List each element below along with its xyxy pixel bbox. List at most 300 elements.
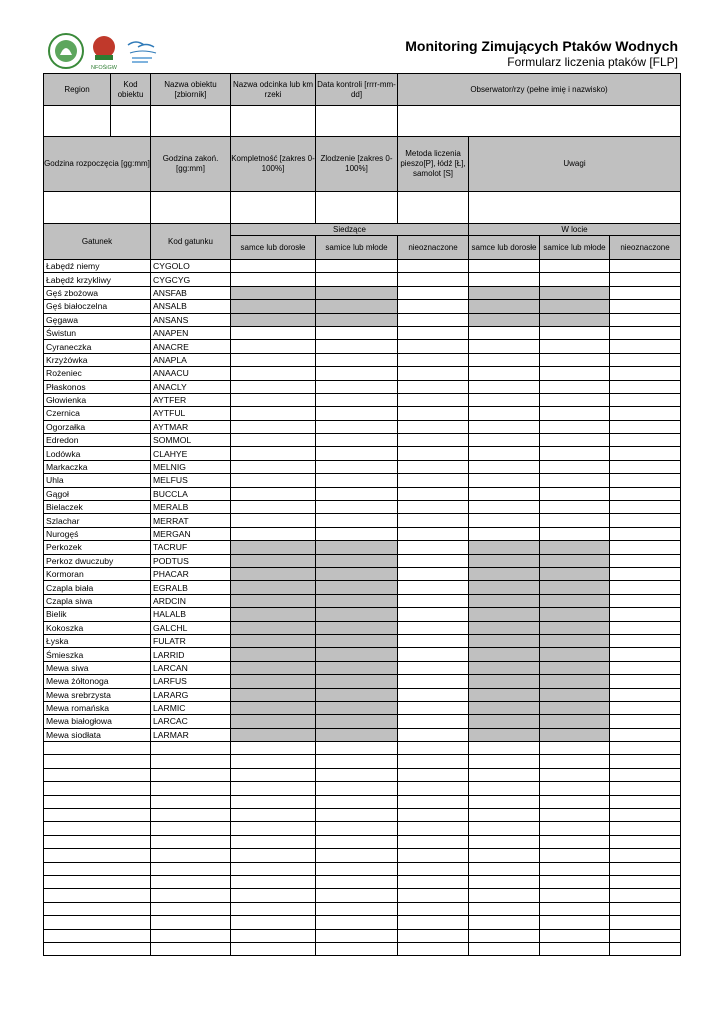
count-cell[interactable] bbox=[540, 460, 610, 473]
count-cell[interactable] bbox=[540, 300, 610, 313]
count-cell[interactable] bbox=[231, 849, 316, 862]
species-name-field[interactable] bbox=[44, 835, 151, 848]
count-cell[interactable] bbox=[231, 875, 316, 888]
count-cell[interactable] bbox=[316, 661, 398, 674]
species-name-field[interactable] bbox=[44, 768, 151, 781]
count-cell[interactable] bbox=[398, 420, 469, 433]
count-cell[interactable] bbox=[316, 688, 398, 701]
species-name-field[interactable] bbox=[44, 782, 151, 795]
count-cell[interactable] bbox=[316, 554, 398, 567]
count-cell[interactable] bbox=[610, 407, 681, 420]
count-cell[interactable] bbox=[540, 742, 610, 755]
count-cell[interactable] bbox=[540, 675, 610, 688]
count-cell[interactable] bbox=[316, 768, 398, 781]
count-cell[interactable] bbox=[316, 634, 398, 647]
count-cell[interactable] bbox=[231, 313, 316, 326]
count-cell[interactable] bbox=[469, 701, 540, 714]
count-cell[interactable] bbox=[398, 608, 469, 621]
count-cell[interactable] bbox=[231, 393, 316, 406]
count-cell[interactable] bbox=[398, 728, 469, 741]
count-cell[interactable] bbox=[231, 728, 316, 741]
count-cell[interactable] bbox=[231, 353, 316, 366]
count-cell[interactable] bbox=[540, 916, 610, 929]
count-cell[interactable] bbox=[231, 447, 316, 460]
count-cell[interactable] bbox=[231, 768, 316, 781]
count-cell[interactable] bbox=[231, 782, 316, 795]
count-cell[interactable] bbox=[469, 742, 540, 755]
count-cell[interactable] bbox=[398, 875, 469, 888]
count-cell[interactable] bbox=[398, 474, 469, 487]
count-cell[interactable] bbox=[469, 567, 540, 580]
count-cell[interactable] bbox=[469, 648, 540, 661]
species-code-field[interactable] bbox=[151, 889, 231, 902]
count-cell[interactable] bbox=[316, 286, 398, 299]
count-cell[interactable] bbox=[540, 768, 610, 781]
count-cell[interactable] bbox=[610, 809, 681, 822]
count-cell[interactable] bbox=[398, 501, 469, 514]
count-cell[interactable] bbox=[469, 782, 540, 795]
count-cell[interactable] bbox=[316, 514, 398, 527]
count-cell[interactable] bbox=[610, 688, 681, 701]
count-cell[interactable] bbox=[469, 916, 540, 929]
count-cell[interactable] bbox=[231, 889, 316, 902]
count-cell[interactable] bbox=[540, 795, 610, 808]
count-cell[interactable] bbox=[231, 755, 316, 768]
count-cell[interactable] bbox=[231, 514, 316, 527]
count-cell[interactable] bbox=[231, 742, 316, 755]
count-cell[interactable] bbox=[316, 902, 398, 915]
count-cell[interactable] bbox=[469, 768, 540, 781]
count-cell[interactable] bbox=[610, 541, 681, 554]
count-cell[interactable] bbox=[540, 862, 610, 875]
count-cell[interactable] bbox=[316, 260, 398, 273]
count-cell[interactable] bbox=[231, 634, 316, 647]
count-cell[interactable] bbox=[316, 501, 398, 514]
count-cell[interactable] bbox=[398, 862, 469, 875]
count-cell[interactable] bbox=[610, 782, 681, 795]
count-cell[interactable] bbox=[469, 514, 540, 527]
count-cell[interactable] bbox=[610, 527, 681, 540]
count-cell[interactable] bbox=[469, 661, 540, 674]
count-cell[interactable] bbox=[231, 260, 316, 273]
count-cell[interactable] bbox=[540, 875, 610, 888]
ice-cover-field[interactable] bbox=[316, 192, 398, 224]
count-cell[interactable] bbox=[540, 260, 610, 273]
count-cell[interactable] bbox=[540, 367, 610, 380]
species-code-field[interactable] bbox=[151, 835, 231, 848]
count-cell[interactable] bbox=[231, 541, 316, 554]
count-cell[interactable] bbox=[316, 313, 398, 326]
count-cell[interactable] bbox=[398, 567, 469, 580]
count-cell[interactable] bbox=[469, 380, 540, 393]
count-cell[interactable] bbox=[540, 420, 610, 433]
count-cell[interactable] bbox=[540, 273, 610, 286]
count-cell[interactable] bbox=[540, 648, 610, 661]
count-cell[interactable] bbox=[231, 809, 316, 822]
observers-field[interactable] bbox=[398, 106, 681, 137]
count-cell[interactable] bbox=[540, 661, 610, 674]
species-name-field[interactable] bbox=[44, 755, 151, 768]
count-cell[interactable] bbox=[610, 594, 681, 607]
species-code-field[interactable] bbox=[151, 902, 231, 915]
count-cell[interactable] bbox=[469, 942, 540, 955]
count-cell[interactable] bbox=[540, 835, 610, 848]
count-cell[interactable] bbox=[398, 460, 469, 473]
count-cell[interactable] bbox=[231, 286, 316, 299]
notes-field[interactable] bbox=[469, 192, 681, 224]
count-cell[interactable] bbox=[316, 916, 398, 929]
count-cell[interactable] bbox=[610, 273, 681, 286]
count-cell[interactable] bbox=[316, 340, 398, 353]
count-cell[interactable] bbox=[469, 795, 540, 808]
count-cell[interactable] bbox=[316, 795, 398, 808]
count-cell[interactable] bbox=[610, 875, 681, 888]
count-cell[interactable] bbox=[316, 782, 398, 795]
count-cell[interactable] bbox=[316, 594, 398, 607]
section-name-field[interactable] bbox=[231, 106, 316, 137]
count-cell[interactable] bbox=[540, 701, 610, 714]
count-cell[interactable] bbox=[610, 514, 681, 527]
count-cell[interactable] bbox=[316, 527, 398, 540]
count-cell[interactable] bbox=[231, 902, 316, 915]
count-cell[interactable] bbox=[540, 501, 610, 514]
species-name-field[interactable] bbox=[44, 849, 151, 862]
count-cell[interactable] bbox=[610, 634, 681, 647]
completeness-field[interactable] bbox=[231, 192, 316, 224]
count-cell[interactable] bbox=[316, 447, 398, 460]
count-cell[interactable] bbox=[610, 554, 681, 567]
count-cell[interactable] bbox=[469, 849, 540, 862]
count-cell[interactable] bbox=[540, 286, 610, 299]
count-cell[interactable] bbox=[316, 621, 398, 634]
count-cell[interactable] bbox=[398, 367, 469, 380]
count-cell[interactable] bbox=[231, 407, 316, 420]
count-cell[interactable] bbox=[469, 875, 540, 888]
count-cell[interactable] bbox=[398, 514, 469, 527]
count-cell[interactable] bbox=[398, 581, 469, 594]
species-code-field[interactable] bbox=[151, 862, 231, 875]
count-cell[interactable] bbox=[540, 594, 610, 607]
count-cell[interactable] bbox=[398, 487, 469, 500]
count-cell[interactable] bbox=[398, 326, 469, 339]
count-cell[interactable] bbox=[610, 474, 681, 487]
species-code-field[interactable] bbox=[151, 875, 231, 888]
species-code-field[interactable] bbox=[151, 795, 231, 808]
count-cell[interactable] bbox=[469, 286, 540, 299]
count-cell[interactable] bbox=[610, 313, 681, 326]
species-code-field[interactable] bbox=[151, 768, 231, 781]
count-cell[interactable] bbox=[610, 340, 681, 353]
count-cell[interactable] bbox=[469, 621, 540, 634]
count-cell[interactable] bbox=[316, 353, 398, 366]
site-name-field[interactable] bbox=[151, 106, 231, 137]
count-cell[interactable] bbox=[231, 380, 316, 393]
count-cell[interactable] bbox=[610, 675, 681, 688]
count-cell[interactable] bbox=[540, 728, 610, 741]
count-cell[interactable] bbox=[398, 715, 469, 728]
count-cell[interactable] bbox=[231, 581, 316, 594]
count-cell[interactable] bbox=[316, 809, 398, 822]
count-cell[interactable] bbox=[316, 300, 398, 313]
count-cell[interactable] bbox=[398, 835, 469, 848]
count-cell[interactable] bbox=[316, 487, 398, 500]
count-cell[interactable] bbox=[469, 487, 540, 500]
end-time-field[interactable] bbox=[151, 192, 231, 224]
count-cell[interactable] bbox=[316, 822, 398, 835]
count-cell[interactable] bbox=[610, 849, 681, 862]
count-cell[interactable] bbox=[610, 393, 681, 406]
count-cell[interactable] bbox=[610, 942, 681, 955]
count-cell[interactable] bbox=[469, 889, 540, 902]
count-cell[interactable] bbox=[469, 434, 540, 447]
count-cell[interactable] bbox=[540, 474, 610, 487]
count-cell[interactable] bbox=[469, 862, 540, 875]
count-cell[interactable] bbox=[610, 795, 681, 808]
count-cell[interactable] bbox=[231, 300, 316, 313]
count-cell[interactable] bbox=[610, 742, 681, 755]
count-cell[interactable] bbox=[231, 661, 316, 674]
count-cell[interactable] bbox=[231, 715, 316, 728]
count-cell[interactable] bbox=[540, 447, 610, 460]
count-cell[interactable] bbox=[610, 728, 681, 741]
count-cell[interactable] bbox=[540, 688, 610, 701]
count-cell[interactable] bbox=[540, 621, 610, 634]
count-cell[interactable] bbox=[231, 527, 316, 540]
count-cell[interactable] bbox=[610, 420, 681, 433]
count-cell[interactable] bbox=[540, 353, 610, 366]
count-cell[interactable] bbox=[231, 675, 316, 688]
count-cell[interactable] bbox=[316, 875, 398, 888]
count-cell[interactable] bbox=[398, 260, 469, 273]
count-cell[interactable] bbox=[469, 835, 540, 848]
count-cell[interactable] bbox=[540, 755, 610, 768]
count-cell[interactable] bbox=[469, 527, 540, 540]
count-cell[interactable] bbox=[469, 608, 540, 621]
count-cell[interactable] bbox=[469, 581, 540, 594]
count-cell[interactable] bbox=[316, 567, 398, 580]
count-cell[interactable] bbox=[610, 608, 681, 621]
count-cell[interactable] bbox=[398, 742, 469, 755]
count-cell[interactable] bbox=[231, 929, 316, 942]
count-cell[interactable] bbox=[540, 634, 610, 647]
count-cell[interactable] bbox=[398, 902, 469, 915]
count-cell[interactable] bbox=[469, 447, 540, 460]
count-cell[interactable] bbox=[610, 460, 681, 473]
count-cell[interactable] bbox=[540, 849, 610, 862]
count-cell[interactable] bbox=[316, 380, 398, 393]
count-cell[interactable] bbox=[398, 594, 469, 607]
count-cell[interactable] bbox=[469, 902, 540, 915]
count-cell[interactable] bbox=[469, 541, 540, 554]
count-cell[interactable] bbox=[316, 648, 398, 661]
count-cell[interactable] bbox=[316, 420, 398, 433]
count-cell[interactable] bbox=[540, 527, 610, 540]
count-cell[interactable] bbox=[610, 434, 681, 447]
count-cell[interactable] bbox=[398, 942, 469, 955]
count-cell[interactable] bbox=[231, 434, 316, 447]
count-cell[interactable] bbox=[610, 835, 681, 848]
count-cell[interactable] bbox=[398, 353, 469, 366]
count-cell[interactable] bbox=[231, 273, 316, 286]
count-cell[interactable] bbox=[540, 554, 610, 567]
count-cell[interactable] bbox=[398, 755, 469, 768]
count-cell[interactable] bbox=[316, 608, 398, 621]
count-cell[interactable] bbox=[398, 688, 469, 701]
count-cell[interactable] bbox=[316, 862, 398, 875]
count-cell[interactable] bbox=[610, 648, 681, 661]
count-cell[interactable] bbox=[398, 889, 469, 902]
count-cell[interactable] bbox=[231, 701, 316, 714]
count-cell[interactable] bbox=[469, 715, 540, 728]
region-field[interactable] bbox=[44, 106, 111, 137]
count-cell[interactable] bbox=[231, 608, 316, 621]
count-cell[interactable] bbox=[231, 460, 316, 473]
count-cell[interactable] bbox=[469, 273, 540, 286]
count-cell[interactable] bbox=[316, 434, 398, 447]
count-cell[interactable] bbox=[469, 313, 540, 326]
count-cell[interactable] bbox=[316, 367, 398, 380]
species-code-field[interactable] bbox=[151, 929, 231, 942]
count-cell[interactable] bbox=[610, 380, 681, 393]
count-cell[interactable] bbox=[610, 701, 681, 714]
count-cell[interactable] bbox=[610, 487, 681, 500]
count-cell[interactable] bbox=[610, 715, 681, 728]
count-cell[interactable] bbox=[316, 407, 398, 420]
count-cell[interactable] bbox=[610, 367, 681, 380]
count-cell[interactable] bbox=[540, 822, 610, 835]
count-cell[interactable] bbox=[540, 902, 610, 915]
species-code-field[interactable] bbox=[151, 755, 231, 768]
count-cell[interactable] bbox=[610, 300, 681, 313]
species-name-field[interactable] bbox=[44, 795, 151, 808]
count-cell[interactable] bbox=[316, 474, 398, 487]
count-cell[interactable] bbox=[316, 393, 398, 406]
count-cell[interactable] bbox=[316, 460, 398, 473]
count-cell[interactable] bbox=[231, 594, 316, 607]
count-cell[interactable] bbox=[610, 822, 681, 835]
species-name-field[interactable] bbox=[44, 809, 151, 822]
count-cell[interactable] bbox=[398, 527, 469, 540]
count-cell[interactable] bbox=[540, 380, 610, 393]
count-cell[interactable] bbox=[398, 380, 469, 393]
count-cell[interactable] bbox=[316, 849, 398, 862]
start-time-field[interactable] bbox=[44, 192, 151, 224]
count-cell[interactable] bbox=[610, 929, 681, 942]
count-cell[interactable] bbox=[610, 889, 681, 902]
species-code-field[interactable] bbox=[151, 809, 231, 822]
species-name-field[interactable] bbox=[44, 916, 151, 929]
count-cell[interactable] bbox=[610, 902, 681, 915]
count-cell[interactable] bbox=[610, 286, 681, 299]
count-cell[interactable] bbox=[231, 501, 316, 514]
species-name-field[interactable] bbox=[44, 822, 151, 835]
count-cell[interactable] bbox=[610, 501, 681, 514]
count-cell[interactable] bbox=[316, 942, 398, 955]
count-cell[interactable] bbox=[316, 326, 398, 339]
count-cell[interactable] bbox=[398, 648, 469, 661]
count-cell[interactable] bbox=[231, 487, 316, 500]
species-name-field[interactable] bbox=[44, 742, 151, 755]
count-cell[interactable] bbox=[610, 661, 681, 674]
count-cell[interactable] bbox=[610, 862, 681, 875]
count-cell[interactable] bbox=[316, 889, 398, 902]
count-cell[interactable] bbox=[398, 407, 469, 420]
count-cell[interactable] bbox=[540, 393, 610, 406]
count-cell[interactable] bbox=[398, 286, 469, 299]
count-cell[interactable] bbox=[469, 688, 540, 701]
species-code-field[interactable] bbox=[151, 822, 231, 835]
count-cell[interactable] bbox=[316, 835, 398, 848]
count-cell[interactable] bbox=[540, 608, 610, 621]
count-cell[interactable] bbox=[231, 326, 316, 339]
count-cell[interactable] bbox=[231, 420, 316, 433]
count-cell[interactable] bbox=[469, 407, 540, 420]
count-cell[interactable] bbox=[540, 514, 610, 527]
count-cell[interactable] bbox=[316, 541, 398, 554]
count-cell[interactable] bbox=[469, 260, 540, 273]
count-cell[interactable] bbox=[231, 340, 316, 353]
count-cell[interactable] bbox=[610, 353, 681, 366]
count-cell[interactable] bbox=[231, 862, 316, 875]
count-cell[interactable] bbox=[398, 916, 469, 929]
count-cell[interactable] bbox=[231, 835, 316, 848]
species-code-field[interactable] bbox=[151, 916, 231, 929]
count-cell[interactable] bbox=[316, 273, 398, 286]
count-cell[interactable] bbox=[398, 434, 469, 447]
species-name-field[interactable] bbox=[44, 902, 151, 915]
count-cell[interactable] bbox=[316, 581, 398, 594]
count-cell[interactable] bbox=[540, 340, 610, 353]
count-cell[interactable] bbox=[610, 916, 681, 929]
count-cell[interactable] bbox=[610, 755, 681, 768]
count-cell[interactable] bbox=[469, 675, 540, 688]
count-cell[interactable] bbox=[398, 541, 469, 554]
count-cell[interactable] bbox=[540, 567, 610, 580]
count-cell[interactable] bbox=[469, 554, 540, 567]
count-cell[interactable] bbox=[398, 447, 469, 460]
count-cell[interactable] bbox=[231, 648, 316, 661]
count-cell[interactable] bbox=[398, 822, 469, 835]
count-cell[interactable] bbox=[469, 420, 540, 433]
count-cell[interactable] bbox=[398, 554, 469, 567]
count-cell[interactable] bbox=[540, 487, 610, 500]
count-cell[interactable] bbox=[469, 300, 540, 313]
count-cell[interactable] bbox=[469, 340, 540, 353]
count-cell[interactable] bbox=[398, 661, 469, 674]
count-cell[interactable] bbox=[540, 929, 610, 942]
count-cell[interactable] bbox=[316, 929, 398, 942]
count-cell[interactable] bbox=[610, 567, 681, 580]
count-cell[interactable] bbox=[398, 300, 469, 313]
count-cell[interactable] bbox=[316, 728, 398, 741]
count-cell[interactable] bbox=[469, 728, 540, 741]
count-cell[interactable] bbox=[469, 353, 540, 366]
count-cell[interactable] bbox=[316, 675, 398, 688]
count-cell[interactable] bbox=[469, 634, 540, 647]
count-cell[interactable] bbox=[469, 393, 540, 406]
count-method-field[interactable] bbox=[398, 192, 469, 224]
count-cell[interactable] bbox=[316, 742, 398, 755]
count-cell[interactable] bbox=[231, 795, 316, 808]
count-cell[interactable] bbox=[398, 313, 469, 326]
count-cell[interactable] bbox=[231, 942, 316, 955]
count-cell[interactable] bbox=[398, 929, 469, 942]
count-cell[interactable] bbox=[540, 889, 610, 902]
species-code-field[interactable] bbox=[151, 849, 231, 862]
count-cell[interactable] bbox=[540, 407, 610, 420]
count-cell[interactable] bbox=[398, 849, 469, 862]
species-code-field[interactable] bbox=[151, 742, 231, 755]
